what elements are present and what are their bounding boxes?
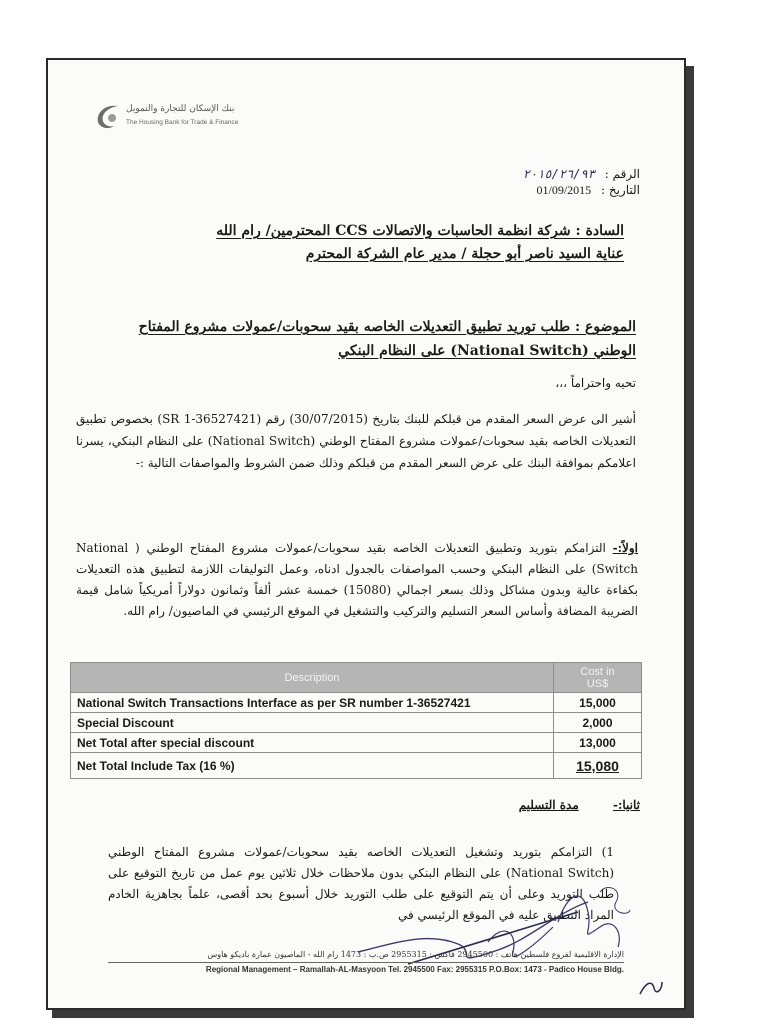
row-description: Net Total Include Tax (16 %) [71,753,554,779]
section-two-title: مدة التسليم [518,798,579,812]
addressee-line-2: عناية السيد ناصر أبو حجلة / مدير عام الشركة المحترم [305,246,624,262]
price-table-header [71,663,642,693]
paragraph-first-condition [76,538,638,622]
row-cost [554,753,642,779]
section-two-heading [340,798,640,812]
reference-number-value: ٢٠١٥/٢٦/٩٣ [522,167,595,181]
footer [108,948,624,974]
price-table [70,662,642,779]
row-cost: 15,000 [554,693,642,713]
bank-logo-icon [92,100,124,132]
reference-date-row [440,182,640,198]
row-cost-total: 15,080 [576,757,619,774]
reference-block [440,166,640,198]
header-cost-line-1: Cost in [580,665,615,678]
initials-mark [636,972,666,1002]
footer-arabic: الإدارة الاقليمية لفروع فلسطين هاتف : 2945500 فاكس : 2955315 ص.ب : 1473 رام الله - الماصيون عمارة باديكو هاوس [207,950,624,959]
paragraph-intro: أشير الى عرض السعر المقدم من قبلكم للبنك بتاريخ (30/07/2015) رقم (SR 1-36527421) بخصوص تطبيق التعديلات الخاصه بقيد سحوبات/عمولات مشروع المفتاح الوطني (National Switch) على النظام البنكي، يسرنا اعلامكم بموافقة البنك على عرض السعر المقدم من قبلكم وذلك ضمن الشروط والمواصفات التالية :- [76,412,637,470]
addressee-block [108,220,624,266]
table-row [71,753,642,779]
reference-number-label: الرقم : [604,167,640,181]
footer-english: Regional Management – Ramallah-AL-Masyoon Tel. 2945500 Fax: 2955315 P.O.Box: 1473 - Padico House Bldg. [108,962,624,974]
reference-date-value: 01/09/2015 [536,183,592,197]
section-two-number: ثانيا:- [612,798,640,812]
bank-logo [92,100,262,134]
subject-block [100,315,636,363]
paragraph-delivery: 1) التزامكم بتوريد وتشغيل التعديلات الخاصه بقيد سحوبات/عمولات مشروع المفتاح الوطني (National Switch) على النظام البنكي بدون ملاحظات خلال ثلاثين يوم عمل من تاريخ التوقيع على طلب التوريد وعلى أن يتم التوقيع على طلب التوريد خلال أسبوع بحد أقصى، علماً بجاهزية الخادم المراد التطبيق عليه في الموقع الرئيسي في [108,845,614,922]
reference-date-label: التاريخ : [600,183,640,197]
reference-number-row [440,166,640,182]
row-description: National Switch Transactions Interface as per SR number 1-36527421 [71,693,554,713]
row-description: Net Total after special discount [71,733,554,753]
table-row [71,713,642,733]
subject-line-2: الوطني (National Switch) على النظام البنكي [338,343,636,359]
letter-page [46,58,686,1010]
bank-name-english: The Housing Bank for Trade & Finance [126,119,239,126]
row-description: Special Discount [71,713,554,733]
table-row [71,733,642,753]
header-cost-line-2: US$ [586,677,609,690]
greeting: تحيه واحتراماً ،،، [555,376,636,390]
first-condition-text: التزامكم بتوريد وتطبيق التعديلات الخاصه بقيد سحوبات/عمولات مشروع المفتاح الوطني ( National Switch) على النظام البنكي وحسب المواصفات بالجدول ادناه، وعمل التوليفات اللازمة لتطبيق هذه التعديلات بكفاءة عالية وبدون مشاكل وذلك بسعر اجمالي (15080) خمسة عشر ألفاً وثمانون دولاراً أمريكياً شامل قيمة الضريبة المضافة وأساس السعر التسليم والتركيب والتشغيل في الموقع الرئيسي في الماصيون/ رام الله. [76,541,638,618]
addressee-line-1: السادة : شركة انظمة الحاسبات والاتصالات CCS المحترمين/ رام الله [216,223,624,239]
header-description: Description [71,663,554,693]
row-cost: 13,000 [554,733,642,753]
row-cost: 2,000 [554,713,642,733]
bank-name-arabic: بنك الإسكان للتجارة والتمويل [126,104,235,114]
subject-line-1: الموضوع : طلب توريد تطبيق التعديلات الخاصه بقيد سحوبات/عمولات مشروع المفتاح [138,319,636,335]
table-row [71,693,642,713]
first-condition-number: اولاً:- [612,541,638,555]
header-cost [554,663,642,693]
